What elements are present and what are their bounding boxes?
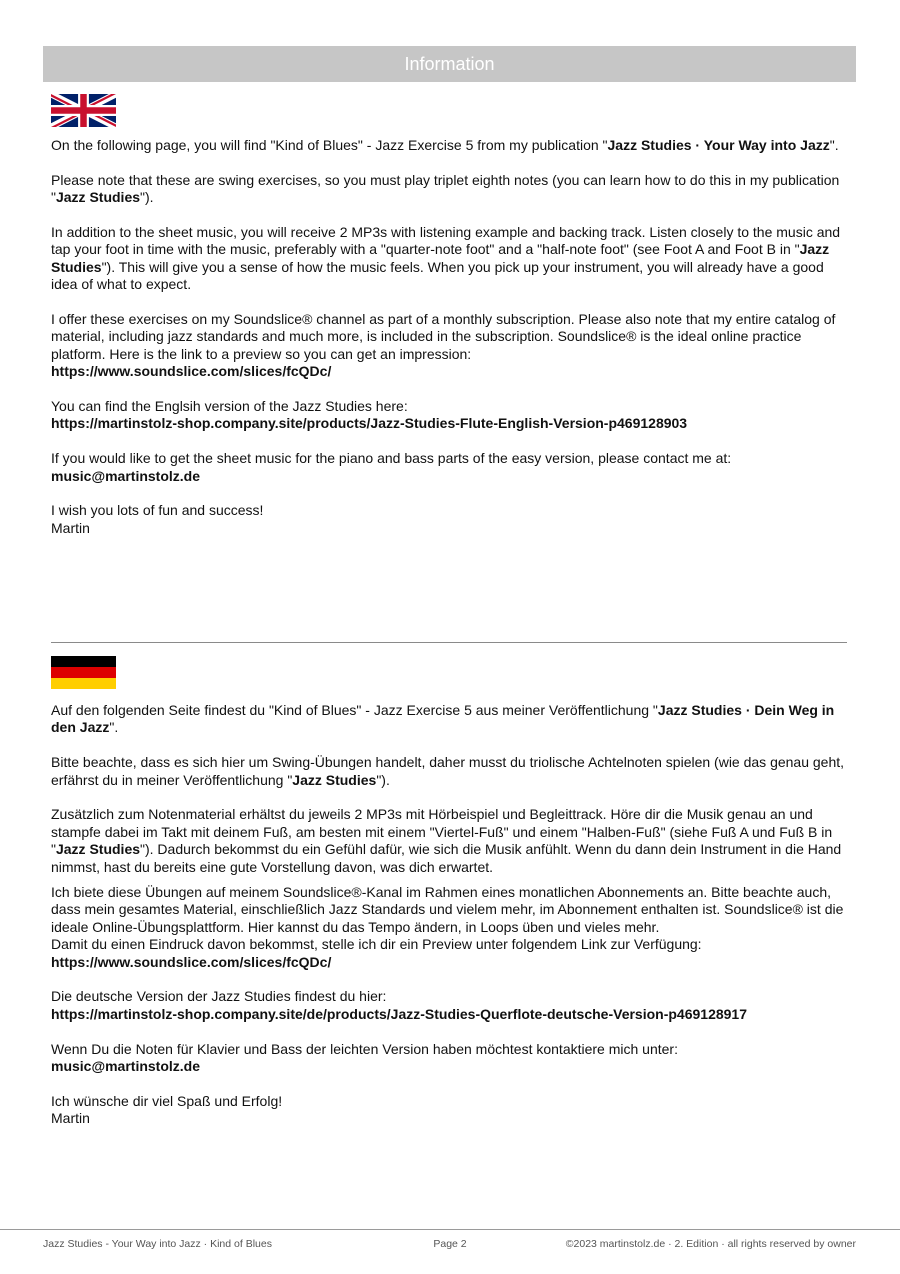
german-shop-link[interactable]: https://martinstolz-shop.company.site/de/products/Jazz-Studies-Querflote-deutsche-Version-p469128917 — [51, 1005, 748, 1022]
german-soundslice-info: Ich biete diese Übungen auf meinem Soundslice®-Kanal im Rahmen eines monatlichen Abonnements an. Bitte beachte auch, dass mein gesamtes Material, einschließlich Jazz Standards und vielem mehr, im Abonnement enthalten ist. Soundslice® ist die ideale Online-Übungsplattform. Hier kannst du das Tempo ändern, in Loops üben und vieles mehr. Damit du einen Eindruck davon bekommst, stelle ich dir ein Preview unter folgendem Link zur Verfügung: https://www.soundslice.com/slices/fcQDc/ — [51, 884, 844, 970]
english-soundslice-info: I offer these exercises on my Soundslice® channel as part of a monthly subscription. Please also note that my entire catalog of material, including jazz standards and much more, is included in the subscription. Soundslice® is the ideal online practice platform. Here is the link to a preview so you can get an impression: https://www.soundslice.com/slices/fcQDc/ — [51, 311, 836, 380]
english-mp3-info: In addition to the sheet music, you will receive 2 MP3s with listening example and backing track. Listen closely to the music and tap your foot in time with the music, preferably with a "quarter-note foot" and a "half-note foot" (see Foot A and Foot B in "Jazz Studies"). This will give you a sense of how the music feels. When you pick up your instrument, you will already have a good idea of what to expect. — [51, 224, 841, 293]
english-signoff: I wish you lots of fun and success! Martin — [51, 502, 264, 536]
english-swing-note: Please note that these are swing exercises, so you must play triplet eighth notes (you can learn how to do this in my publication "Jazz Studies"). — [51, 171, 840, 206]
english-version-info: You can find the Englsih version of the Jazz Studies here: https://martinstolz-shop.company.site/products/Jazz-Studies-Flute-English-Version-p469128903 — [51, 398, 688, 432]
germany-flag-icon — [51, 656, 116, 689]
footer-copyright: ©2023 martinstolz.de · 2. Edition · all rights reserved by owner — [565, 1238, 856, 1250]
german-signoff: Ich wünsche dir viel Spaß und Erfolg! Martin — [51, 1092, 283, 1127]
footer-left-text: Jazz Studies - Your Way into Jazz · Kind of Blues — [43, 1238, 272, 1250]
page-title: Information — [43, 46, 856, 82]
german-contact-info: Wenn Du die Noten für Klavier und Bass der leichten Version haben möchtest kontaktiere mich unter: music@martinstolz.de — [51, 1040, 678, 1075]
english-section — [51, 137, 851, 555]
section-divider — [51, 642, 847, 643]
english-shop-link[interactable]: https://martinstolz-shop.company.site/products/Jazz-Studies-Flute-English-Version-p469128903 — [51, 415, 688, 432]
footer-divider — [0, 1229, 900, 1230]
english-contact-info: If you would like to get the sheet music for the piano and bass parts of the easy version, please contact me at: music@martinstolz.de — [51, 450, 732, 484]
german-mp3-info: Zusätzlich zum Notenmaterial erhältst du jeweils 2 MP3s mit Hörbeispiel und Begleittrack. Höre dir die Musik genau an und stampfe dabei im Takt mit deinem Fuß, am besten mit einem "Viertel-Fuß" und einem "Halben-Fuß" (siehe Fuß A und Fuß B in "Jazz Studies"). Dadurch bekommst du ein Gefühl dafür, wie sich die Musik anfühlt. Wenn du dann dein Instrument in die Hand nimmst, hast du bereits eine gute Vorstellung davon, was dich erwartet. — [51, 806, 842, 875]
german-email-link[interactable]: music@martinstolz.de — [51, 1058, 201, 1075]
english-soundslice-link[interactable]: https://www.soundslice.com/slices/fcQDc/ — [51, 363, 332, 380]
english-email-link[interactable]: music@martinstolz.de — [51, 467, 201, 484]
german-intro: Auf den folgenden Seite findest du "Kind of Blues" - Jazz Exercise 5 aus meiner Veröffentlichung "Jazz Studies · Dein Weg in den Jazz". — [51, 702, 835, 736]
german-version-info: Die deutsche Version der Jazz Studies findest du hier: https://martinstolz-shop.company.site/de/products/Jazz-Studies-Querflote-deutsche-Version-p469128917 — [51, 988, 748, 1022]
german-section — [51, 702, 851, 1145]
uk-flag-icon — [51, 94, 116, 127]
english-intro: On the following page, you will find "Kind of Blues" - Jazz Exercise 5 from my publication "Jazz Studies · Your Way into Jazz". — [51, 137, 839, 153]
german-swing-note: Bitte beachte, dass es sich hier um Swing-Übungen handelt, daher musst du triolische Achtelnoten spielen (wie das genau geht, erfährst du in meiner Veröffentlichung "Jazz Studies"). — [51, 754, 845, 788]
german-soundslice-link[interactable]: https://www.soundslice.com/slices/fcQDc/ — [51, 953, 332, 970]
page-number: Page 2 — [433, 1238, 467, 1250]
